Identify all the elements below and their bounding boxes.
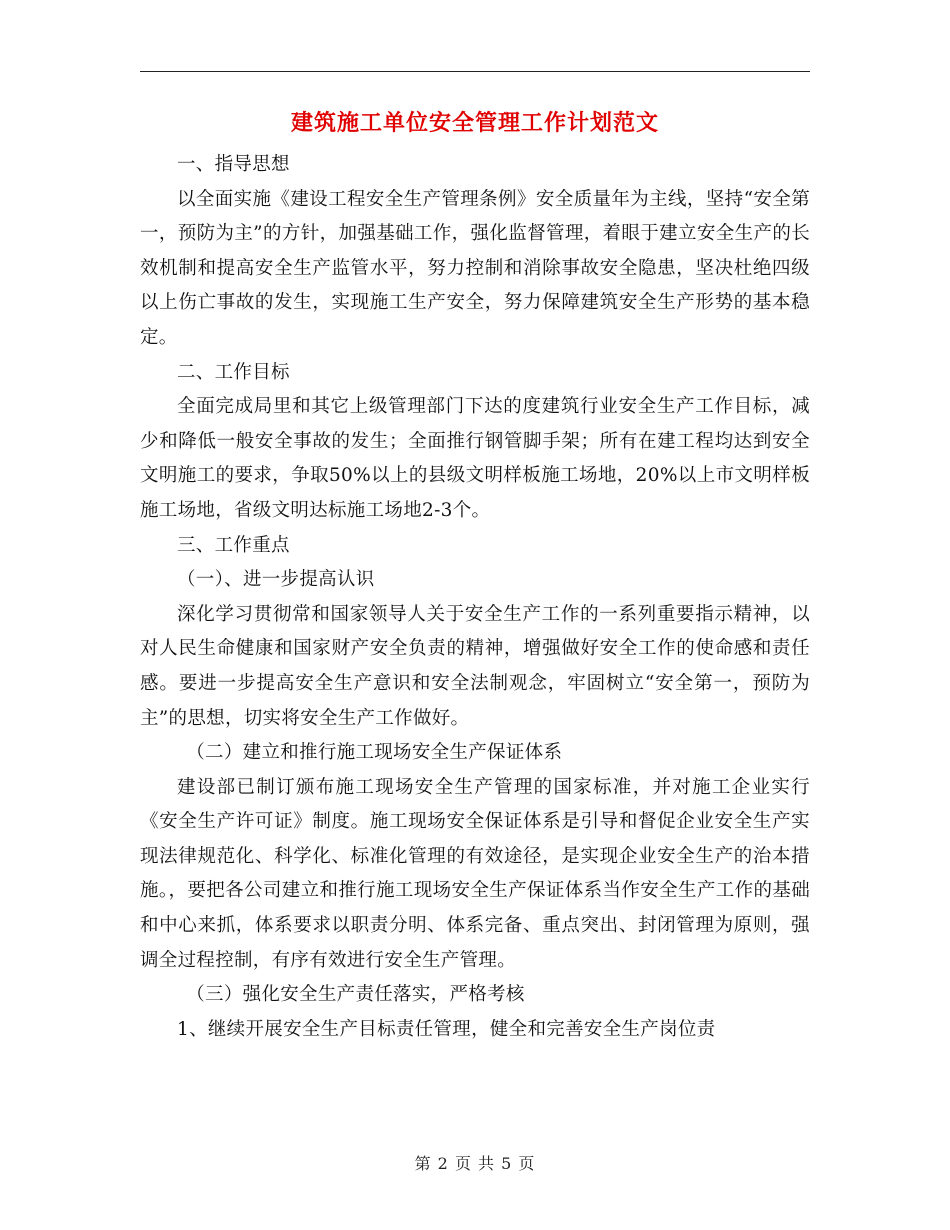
subheading-safety-system: （二）建立和推行施工现场安全生产保证体系 bbox=[186, 742, 563, 764]
paragraph-work-goals: 全面完成局里和其它上级管理部门下达的度建筑行业安全生产工作目标，减少和降低一般安全事故的发生；全面推行钢管脚手架；所有在建工程均达到安全文明施工的要求，争取50%以上的县级文明样板施工场地，20%以上市文明样板施工场地，省级文明达标施工场地2-3个。 bbox=[140, 396, 810, 521]
subheading-responsibility: （三）强化安全生产责任落实，严格考核 bbox=[186, 984, 525, 1006]
subheading-improve-awareness: （一）、进一步提高认识 bbox=[177, 569, 375, 591]
section-heading-guiding-ideology: 一、指导思想 bbox=[177, 154, 290, 175]
page-number: 第 2 页 共 5 页 bbox=[414, 1154, 536, 1173]
header-rule bbox=[140, 71, 810, 72]
section-heading-work-goals: 二、工作目标 bbox=[177, 361, 290, 383]
paragraph-improve-awareness: 深化学习贯彻常和国家领导人关于安全生产工作的一系列重要指示精神，以对人民生命健康和国家财产安全负责的精神，增强做好安全工作的使命感和责任感。要进一步提高安全生产意识和安全法制观念，牢固树立“安全第一，预防为主”的思想，切实将安全生产工作做好。 bbox=[140, 603, 810, 729]
document-title: 建筑施工单位安全管理工作计划范文 bbox=[290, 111, 659, 136]
paragraph-responsibility-item-1: 1、继续开展安全生产目标责任管理，健全和完善安全生产岗位责 bbox=[177, 1018, 716, 1040]
paragraph-guiding-ideology: 以全面实施《建设工程安全生产管理条例》安全质量年为主线，坚持“安全第一，预防为主”的方针，加强基础工作，强化监督管理，着眼于建立安全生产的长效机制和提高安全生产监管水平，努力控制和消除事故安全隐患，坚决杜绝四级以上伤亡事故的发生，实现施工生产安全，努力保障建筑安全生产形势的基本稳定。 bbox=[140, 188, 810, 348]
document-body bbox=[140, 148, 810, 1047]
section-heading-work-focus: 三、工作重点 bbox=[177, 534, 290, 556]
paragraph-safety-system: 建设部已制订颁布施工现场安全生产管理的国家标准，并对施工企业实行《安全生产许可证》制度。施工现场安全保证体系是引导和督促企业安全生产实现法律规范化、科学化、标准化管理的有效途径，是实现企业安全生产的治本措施。，要把各公司建立和推行施工现场安全生产保证体系当作安全生产工作的基础和中心来抓，体系要求以职责分明、体系完备、重点突出、封闭管理为原则，强调全过程控制，有序有效进行安全生产管理。 bbox=[140, 776, 810, 971]
